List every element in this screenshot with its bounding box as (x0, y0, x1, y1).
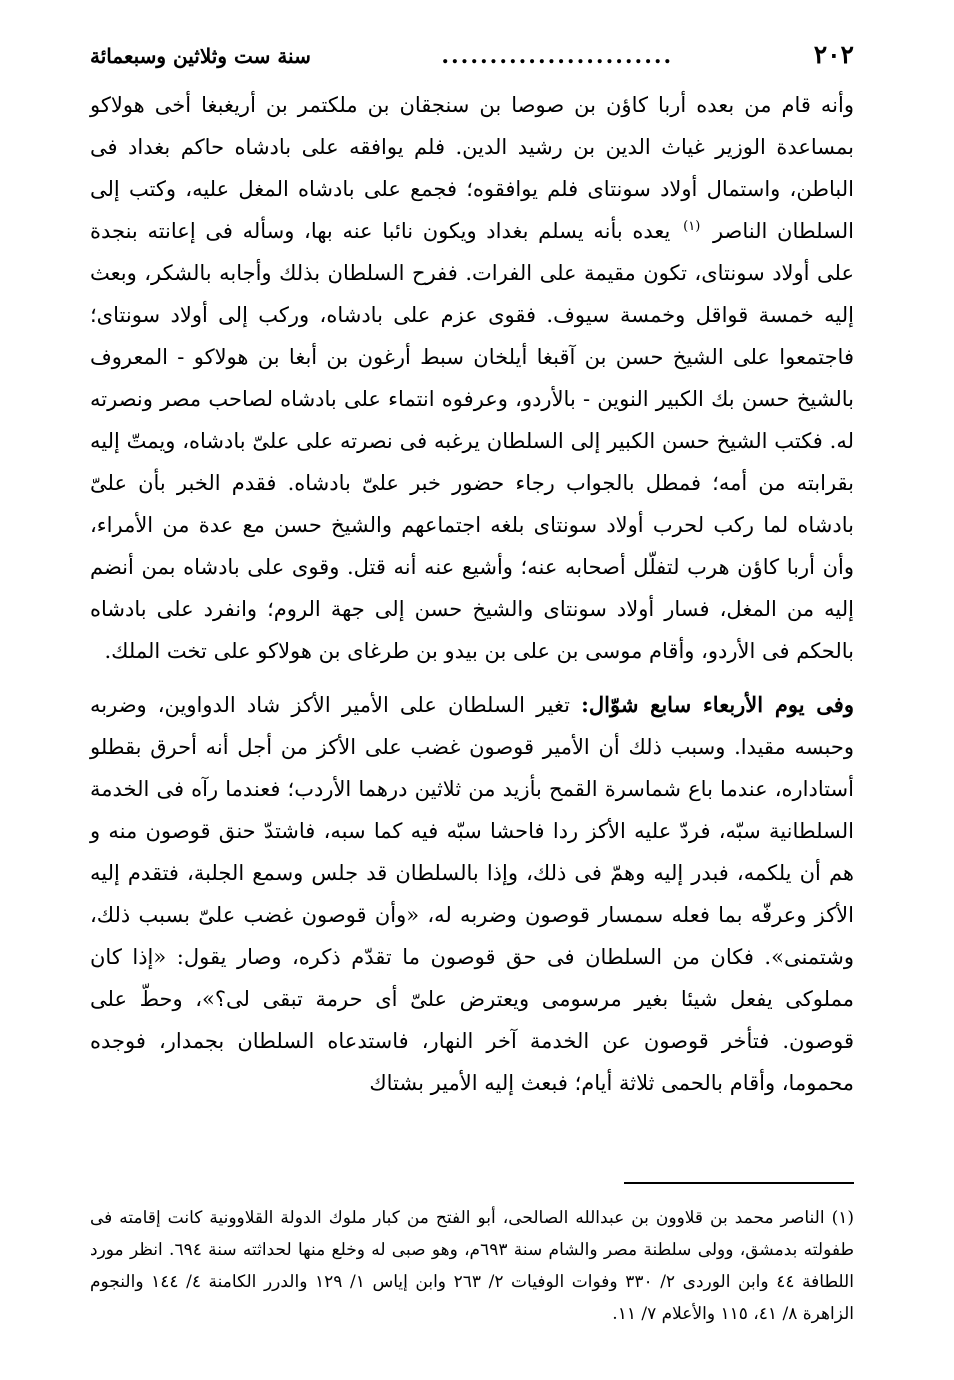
running-header (90, 40, 854, 84)
paragraph-2-lead: وفى يوم الأربعاء سابع شوّال: (581, 692, 854, 717)
footnote-separator (624, 1182, 854, 1184)
footnote: (١) الناصر محمد بن قلاوون بن عبدالله الصالحى، أبو الفتح من كبار ملوك الدولة القلاوونية كانت إقامته فى طفولته بدمشق، وولى سلطنة مصر والشام سنة ٦٩٣م، وهو صبى له وخلع منها لحداثته سنة ٦٩٤. انظر مورد اللطافة ٤٤ وابن الوردى ٢/ ٣٣٠ وفوات الوفيات ٢/ ٢٦٣ وابن إياس ١/ ١٢٩ والدرر الكامنة ٤/ ١٤٤ والنجوم الزاهرة ٨/ ٤١، ١١٥ والأعلام ٧/ ١١. (90, 1208, 854, 1324)
footnote-reference: (١) (683, 219, 701, 234)
paragraph-2 (90, 684, 854, 1104)
paragraph-1-text-before-ref: وأنه قام من بعده أربا كاؤن بن صوصا بن سنجقان بن ملكتمر بن أريغبغا أخى هولاكو بمساعدة الوزير غياث الدين بن رشيد الدين. فلم يوافقه على بادشاه حاكم بغداد فى الباطن، واستمال أولاد سونتاى فلم يوافقوه؛ فجمع على بادشاه المغل عليه، وكتب إلى السلطان الناصر (90, 93, 855, 243)
page-number: ٢٠٢ (813, 40, 854, 69)
header-leader-dots: ........................ (441, 43, 674, 69)
paragraph-1 (90, 84, 854, 672)
paragraph-1-text-after-ref: يعده بأنه يسلم بغداد ويكون نائبا عنه بها، وسأله فى إعانته بنجدة على أولاد سونتاى، تكون مقيمة على الفرات. ففرح السلطان بذلك وأجابه بالشكر، وبعث إليه خمسة قواقل وخمسة سيوف. فقوى عزم على بادشاه، وركب إلى أولاد سونتاى؛ فاجتمعوا على الشيخ حسن بن آقبغا أيلخان سبط أرغون بن أبغا بن هولاكو - المعروف بالشيخ حسن بك الكبير النوين - بالأردو، وعرفوه انتماء على بادشاه لصاحب مصر ونصرته له. فكتب الشيخ حسن الكبير إلى السلطان يرغبه فى نصرته على علىّ بادشاه، ويمتّ إليه بقرابته من أمه؛ فمطل بالجواب رجاء حضور خبر علىّ بادشاه. فقدم الخبر بأن علىّ بادشاه لما ركب لحرب أولاد سونتاى بلغه اجتماعهم والشيخ حسن مع عدة من الأمراء، وأن أربا كاؤن هرب لتفلّل أصحابه عنه؛ وأشيع عنه أنه قتل. وقوى على بادشاه بمن أنضم إليه من المغل، فسار أولاد سونتاى والشيخ حسن إلى جهة الروم؛ وانفرد على بادشاه بالحكم فى الأردو، وأقام موسى بن على بن بيدو بن طرغاى بن هولاكو على تخت الملك. (90, 219, 854, 663)
book-page (90, 40, 855, 1324)
paragraph-2-text: تغير السلطان على الأمير الأكز شاد الدواوين، وضربه وحبسه مقيدا. وسبب ذلك أن الأمير قوصون غضب على الأكز من أجل أنه أحرق بقطلو أستاداره، عندما باع شماسرة القمح بأزيد من ثلاثين درهما الأردب؛ فعندما رآه فى الخدمة السلطانية سبّه، فردّ عليه الأكز ردا فاحشا سبّه فيه كما سبه، فاشتدّ حنق قوصون منه و هم أن يلكمه، فبدر إليه وهمّ فى ذلك، وإذا بالسلطان قد جلس وسمع الجلبة، فتقدم إليه الأكز وعرفّه بما فعله سمسار قوصون وضربه له، «وأن قوصون غضب علىّ بسبب ذلك، وشتمنى». فكان من السلطان فى حق قوصون ما تقدّم ذكره، وصار يقول: «إذا كان مملوكى يفعل شيئا بغير مرسومى ويعترض علىّ أى حرمة تبقى لى؟»، وحطّ على قوصون. فتأخر قوصون عن الخدمة آخر النهار، فاستدعاه السلطان بجمدار، فوجده محموما، وأقام بالحمى ثلاثة أيام؛ فبعث إليه الأمير بشتاك (90, 693, 854, 1095)
chapter-title: سنة ست وثلاثين وسبعمائة (90, 44, 311, 68)
